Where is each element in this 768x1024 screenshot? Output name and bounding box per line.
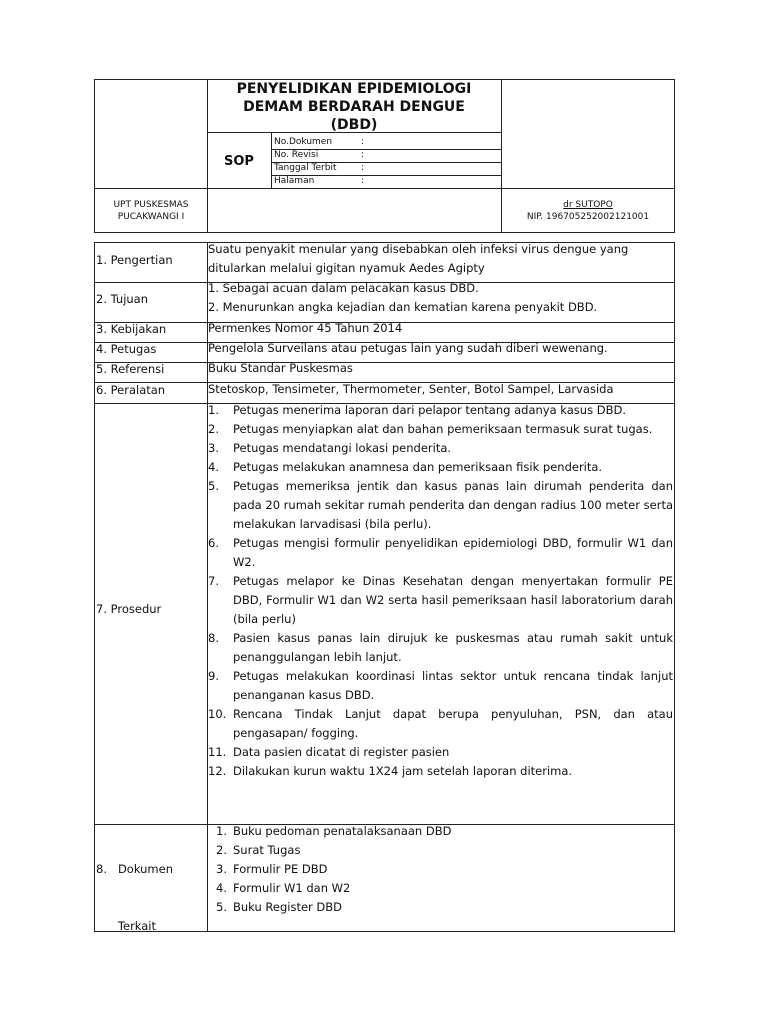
- step-number: 6.: [208, 536, 219, 550]
- procedure-step: [208, 439, 673, 458]
- label-line: 8. Dokumen: [96, 862, 173, 876]
- row-label: 5. Referensi: [96, 362, 165, 376]
- step-text: Dilakukan kurun waktu 1X24 jam setelah laporan diterima.: [233, 764, 573, 778]
- sop-label: SOP: [224, 153, 254, 169]
- item-text: Formulir PE DBD: [233, 862, 328, 876]
- step-number: 4.: [208, 460, 219, 474]
- procedure-step: [208, 629, 673, 667]
- row-value: Stetoskop, Tensimeter, Thermometer, Senter, Botol Sampel, Larvasida: [208, 382, 614, 396]
- row-pengertian: [95, 243, 674, 283]
- item-text: Surat Tugas: [233, 843, 301, 857]
- step-number: 10.: [208, 707, 227, 721]
- meta-colon: :: [361, 176, 365, 186]
- row-tujuan: [95, 282, 674, 323]
- organization-name: [95, 189, 207, 233]
- step-number: 12.: [208, 764, 227, 778]
- item-number: 4.: [216, 881, 227, 895]
- step-number: 1.: [208, 403, 219, 417]
- row-label: [95, 822, 207, 974]
- step-number: 9.: [208, 669, 219, 683]
- step-number: 11.: [208, 745, 227, 759]
- row-value: Pengelola Surveilans atau petugas lain yang sudah diberi wewenang.: [208, 341, 608, 355]
- step-text: Rencana Tindak Lanjut dapat berupa penyuluhan, PSN, dan atau pengasapan/ fogging.: [233, 707, 673, 740]
- procedure-step: [208, 572, 673, 629]
- list-item: 1. Sebagai acuan dalam pelacakan kasus DBD.: [208, 281, 479, 295]
- row-dokumen-terkait: [95, 824, 674, 931]
- sop-content-table: [94, 242, 675, 932]
- signer-nip: NIP. 196705252002121001: [526, 212, 650, 222]
- meta-row-no-dokumen: [272, 136, 501, 149]
- related-documents-list: [208, 822, 674, 917]
- item-number: 5.: [216, 900, 227, 914]
- document-item: [208, 879, 674, 898]
- list-item: 2. Menurunkan angka kejadian dan kematian karena penyakit DBD.: [208, 300, 598, 314]
- step-number: 8.: [208, 631, 219, 645]
- step-text: Petugas melakukan koordinasi lintas sektor untuk rencana tindak lanjut penanganan kasus DBD.: [233, 669, 673, 702]
- meta-label: Tanggal Terbit: [274, 163, 337, 173]
- step-text: Pasien kasus panas lain dirujuk ke puskesmas atau rumah sakit untuk penanggulangan lebih lanjut.: [233, 631, 673, 664]
- step-number: 5.: [208, 479, 219, 493]
- meta-colon: :: [361, 163, 365, 173]
- row-label: 2. Tujuan: [96, 292, 149, 306]
- step-text: Petugas mendatangi lokasi penderita.: [233, 441, 452, 455]
- title-line: DEMAM BERDARAH DENGUE: [243, 99, 465, 115]
- step-number: 3.: [208, 441, 219, 455]
- document-title: [207, 80, 501, 134]
- meta-row-no-revisi: [272, 149, 501, 162]
- procedure-list: [208, 401, 673, 781]
- step-number: 7.: [208, 574, 219, 588]
- document-item: [208, 822, 674, 841]
- procedure-step: [208, 477, 673, 534]
- signatory-block: [501, 189, 675, 233]
- meta-label: No. Revisi: [274, 150, 319, 160]
- org-line: UPT PUSKESMAS: [113, 200, 189, 210]
- row-value: Suatu penyakit menular yang disebabkan oleh infeksi virus dengue yang ditularkan melalui gigitan nyamuk Aedes Agipty: [208, 242, 629, 275]
- row-value: Buku Standar Puskesmas: [208, 361, 353, 375]
- procedure-step: [208, 762, 673, 781]
- item-number: 2.: [216, 843, 227, 857]
- meta-label: Halaman: [274, 176, 315, 186]
- title-line: (DBD): [330, 117, 378, 133]
- document-item: [208, 841, 674, 860]
- procedure-step: [208, 534, 673, 572]
- meta-colon: :: [361, 150, 365, 160]
- label-line: Terkait: [96, 919, 157, 933]
- meta-label: No.Dokumen: [274, 137, 333, 147]
- step-text: Petugas melakukan anamnesa dan pemeriksaan fisik penderita.: [233, 460, 603, 474]
- step-text: Petugas memeriksa jentik dan kasus panas lain dirumah penderita dan pada 20 rumah sekitar rumah penderita dan dengan radius 100 meter serta melakukan larvadisasi (bila perlu).: [233, 479, 673, 531]
- item-number: 3.: [216, 862, 227, 876]
- step-text: Petugas menerima laporan dari pelapor tentang adanya kasus DBD.: [233, 403, 626, 417]
- item-number: 1.: [216, 824, 227, 838]
- step-text: Petugas menyiapkan alat dan bahan pemeriksaan termasuk surat tugas.: [233, 422, 653, 436]
- document-item: [208, 860, 674, 879]
- meta-colon: :: [361, 137, 365, 147]
- step-text: Data pasien dicatat di register pasien: [233, 745, 450, 759]
- row-label: 4. Petugas: [96, 342, 157, 356]
- meta-row-halaman: [272, 175, 501, 188]
- row-label: 7. Prosedur: [96, 602, 162, 616]
- row-prosedur: [95, 403, 674, 825]
- step-text: Petugas mengisi formulir penyelidikan epidemiologi DBD, formulir W1 dan W2.: [233, 536, 673, 569]
- procedure-step: [208, 420, 673, 439]
- row-value: [208, 279, 674, 317]
- row-value: Permenkes Nomor 45 Tahun 2014: [208, 321, 403, 335]
- procedure-step: [208, 667, 673, 705]
- item-text: Formulir W1 dan W2: [233, 881, 351, 895]
- signer-name: dr SUTOPO: [563, 200, 613, 210]
- item-text: Buku pedoman penatalaksanaan DBD: [233, 824, 452, 838]
- procedure-step: [208, 401, 673, 420]
- row-label: 3. Kebijakan: [96, 322, 167, 336]
- procedure-step: [208, 705, 673, 743]
- sop-header-table: [94, 79, 675, 233]
- item-text: Buku Register DBD: [233, 900, 343, 914]
- procedure-step: [208, 743, 673, 762]
- step-text: Petugas melapor ke Dinas Kesehatan dengan menyertakan formulir PE DBD, Formulir W1 dan W2 serta hasil pemeriksaan hasil laboratorium darah (bila perlu): [233, 574, 673, 626]
- title-line: PENYELIDIKAN EPIDEMIOLOGI: [236, 81, 472, 97]
- org-line: PUCAKWANGI I: [117, 212, 185, 222]
- row-label: 6. Peralatan: [96, 383, 166, 397]
- document-item: [208, 898, 674, 917]
- meta-row-tanggal-terbit: [272, 162, 501, 175]
- procedure-step: [208, 458, 673, 477]
- row-label: 1. Pengertian: [96, 253, 173, 267]
- step-number: 2.: [208, 422, 219, 436]
